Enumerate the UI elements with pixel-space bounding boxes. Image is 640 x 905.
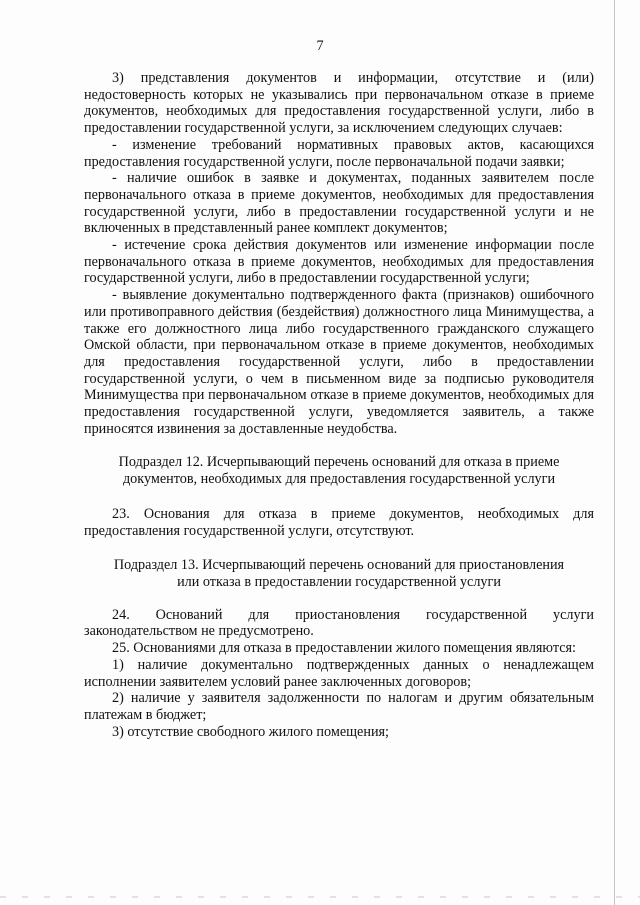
- paragraph-24: 24. Оснований для приостановления государственной услуги законодательством не предусмотрено.: [84, 606, 594, 640]
- subsection-12-heading-line2: документов, необходимых для предоставления государственной услуги: [122, 471, 556, 488]
- paragraph-23: 23. Основания для отказа в приеме документов, необходимых для предоставления государственной услуги, отсутствуют.: [84, 505, 594, 539]
- paragraph-25-item-1: 1) наличие документально подтвержденных данных о ненадлежащем исполнении заявителем условий ранее заключенных договоров;: [84, 656, 594, 690]
- scan-bottom-artifact: [0, 896, 640, 898]
- subsection-12-heading-line1: Подраздел 12. Исчерпывающий перечень оснований для отказа в приеме: [118, 454, 560, 471]
- paragraph-exception-3: - истечение срока действия документов или изменение информации после первоначального отказа в приеме документов, необходимых для предоставления государственной услуги, либо в предоставлении государственной услуги;: [84, 237, 594, 287]
- scan-edge-line: [614, 0, 615, 905]
- paragraph-25-item-2: 2) наличие у заявителя задолженности по налогам и другим обязательным платежам в бюджет;: [84, 690, 594, 723]
- subsection-13-heading-line1: Подраздел 13. Исчерпывающий перечень оснований для приостановления: [113, 557, 565, 574]
- paragraph-25: 25. Основаниями для отказа в предоставлении жилого помещения являются:: [112, 640, 576, 657]
- paragraph-exception-4: - выявление документально подтвержденного факта (признаков) ошибочного или противоправного действия (бездействия) должностного лица Минимущества, а также его должностного лица либо государственного гражданского служащего Омской области, при первоначальном отказе в приеме документов, необходимых для предоставления государственной услуги, либо в предоставлении государственной услуги, о чем в письменном виде за подписью руководителя Минимущества при первоначальном отказе в приеме документов, необходимых для предоставления государственной услуги, уведомляется заявитель, а также приносятся извинения за доставленные неудобства.: [84, 287, 594, 437]
- paragraph-exception-1: - изменение требований нормативных правовых актов, касающихся предоставления государственной услуги, после первоначальной подачи заявки;: [84, 136, 594, 170]
- page-number: 7: [316, 38, 324, 54]
- document-body: [84, 70, 594, 740]
- paragraph-item-3: 3) представления документов и информации, отсутствие и (или) недостоверность которых не указывались при первоначальном отказе в приеме документов, необходимых для предоставления государственной услуги, либо в предоставлении государственной услуги, за исключением следующих случаев:: [84, 70, 594, 137]
- subsection-13-heading-line2: или отказа в предоставлении государственной услуги: [177, 573, 501, 590]
- paragraph-exception-2: - наличие ошибок в заявке и документах, поданных заявителем после первоначального отказа в приеме документов, необходимых для предоставления государственной услуги, либо в предоставлении государственной услуги и не включенных в представленный ранее комплект документов;: [84, 170, 594, 237]
- paragraph-25-item-3: 3) отсутствие свободного жилого помещения;: [112, 723, 390, 740]
